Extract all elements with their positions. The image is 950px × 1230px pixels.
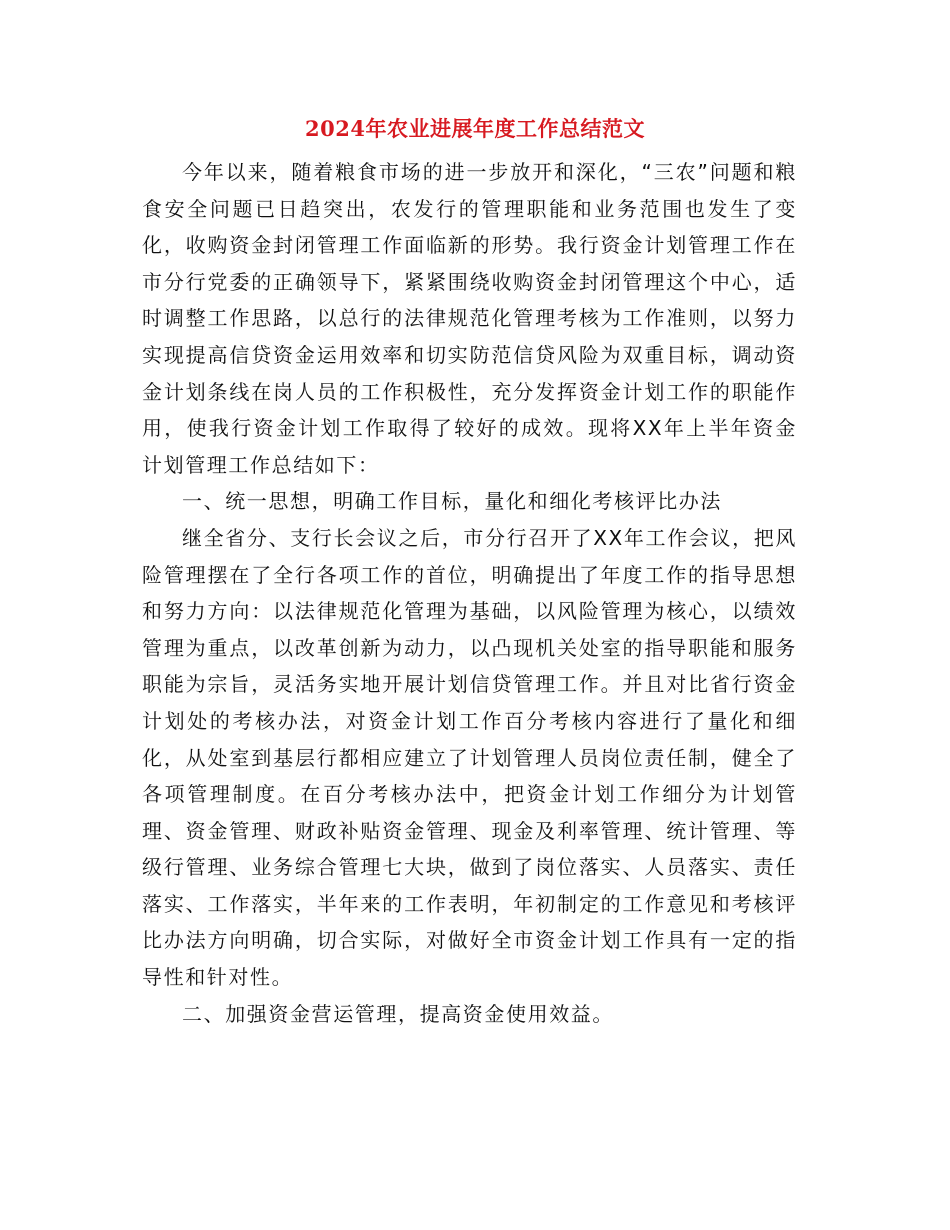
paragraph-section-1: 继全省分、支行长会议之后，市分行召开了XX年工作会议，把风险管理摆在了全行各项工作的首位，明确提出了年度工作的指导思想和努力方向：以法律规范化管理为基础，以风险管理为核心，以绩效管理为重点，以改革创新为动力，以凸现机关处室的指导职能和服务职能为宗旨，灵活务实地开展计划信贷管理工作。并且对比省行资金计划处的考核办法，对资金计划工作百分考核内容进行了量化和细化，从处室到基层行都相应建立了计划管理人员岗位责任制，健全了各项管理制度。在百分考核办法中，把资金计划工作细分为计划管理、资金管理、财政补贴资金管理、现金及利率管理、统计管理、等级行管理、业务综合管理七大块，做到了岗位落实、人员落实、责任落实、工作落实，半年来的工作表明，年初制定的工作意见和考核评比办法方向明确，切合实际，对做好全市资金计划工作具有一定的指导性和针对性。 <box>142 525 797 990</box>
section-heading-1: 一、统一思想，明确工作目标，量化和细化考核评比办法 <box>182 489 722 514</box>
paragraph-intro: 今年以来，随着粮食市场的进一步放开和深化，“三农”问题和粮食安全问题已日趋突出，农发行的管理职能和业务范围也发生了变化，收购资金封闭管理工作面临新的形势。我行资金计划管理工作在市分行党委的正确领导下，紧紧围绕收购资金封闭管理这个中心，适时调整工作思路，以总行的法律规范化管理考核为工作准则，以努力实现提高信贷资金运用效率和切实防范信贷风险为双重目标，调动资金计划条线在岗人员的工作积极性，充分发挥资金计划工作的职能作用，使我行资金计划工作取得了较好的成效。现将XX年上半年资金计划管理工作总结如下： <box>142 160 797 477</box>
document-title: 2024年农业进展年度工作总结范文 <box>305 116 645 141</box>
document-body <box>142 154 797 1032</box>
section-heading-2: 二、加强资金营运管理，提高资金使用效益。 <box>182 1001 614 1026</box>
